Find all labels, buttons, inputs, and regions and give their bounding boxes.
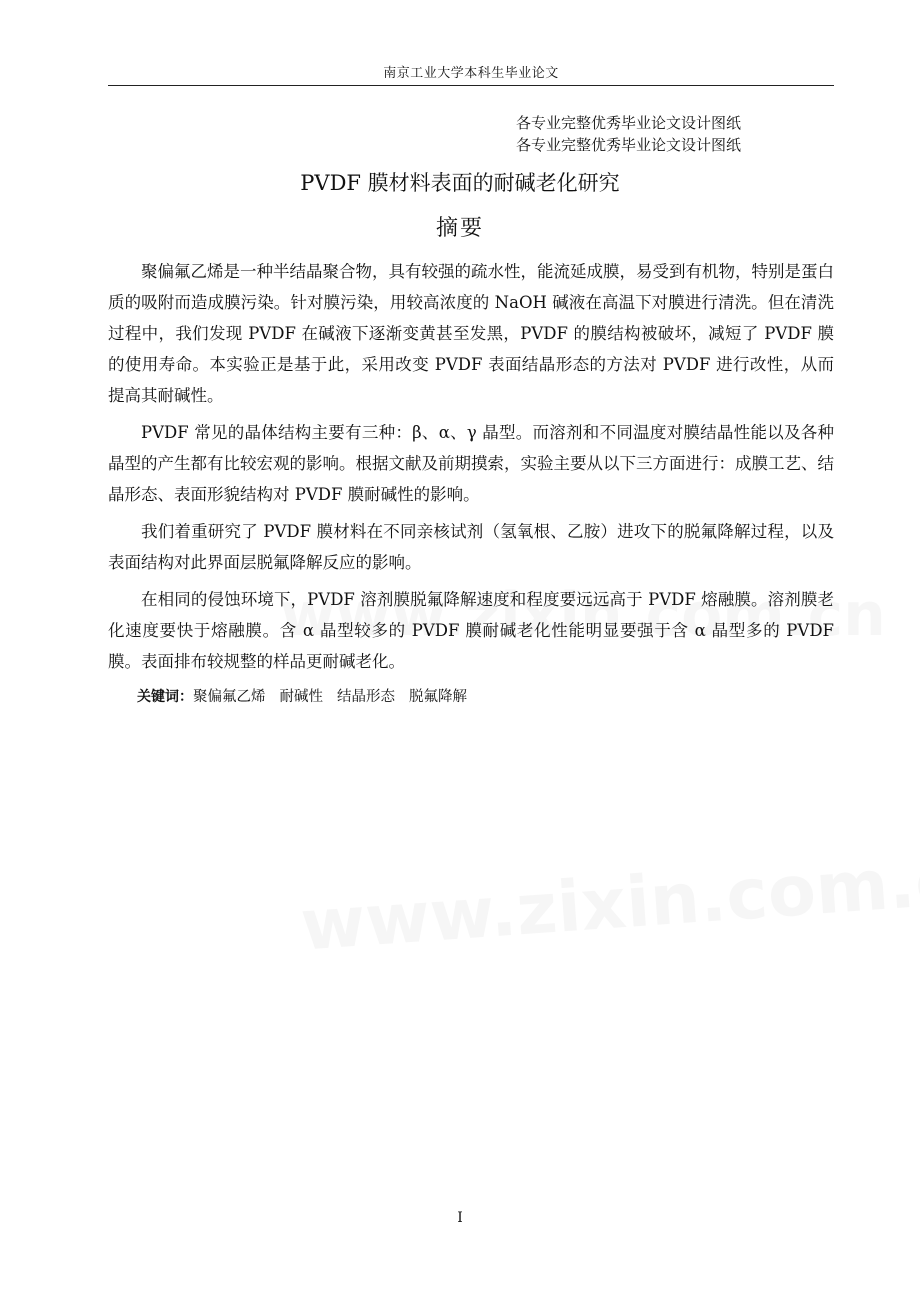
abstract-paragraph: PVDF 常见的晶体结构主要有三种：β、α、γ 晶型。而溶剂和不同温度对膜结晶性能以及各种晶型的产生都有比较宏观的影响。根据文献及前期摸索，实验主要从以下三方面进行：成膜工艺、结晶形态、表面形貌结构对 PVDF 膜耐碱性的影响。 [108,423,834,504]
running-header [108,64,834,86]
keyword-item: 结晶形态 [337,689,395,705]
abstract-body [108,256,834,711]
abstract-heading: 摘要 [435,216,484,241]
keyword-item: 聚偏氟乙烯 [193,689,266,705]
abstract-paragraph: 在相同的侵蚀环境下，PVDF 溶剂膜脱氟降解速度和程度要远远高于 PVDF 熔融膜。溶剂膜老化速度要快于熔融膜。含 α 晶型较多的 PVDF 膜耐碱老化性能明显要强于含 α 晶型多的 PVDF 膜。表面排布较规整的样品更耐碱老化。 [108,590,834,671]
page-number: I [457,1210,463,1226]
abstract-paragraph: 聚偏氟乙烯是一种半结晶聚合物，具有较强的疏水性，能流延成膜，易受到有机物，特别是蛋白质的吸附而造成膜污染。针对膜污染，用较高浓度的 NaOH 碱液在高温下对膜进行清洗。但在清洗过程中，我们发现 PVDF 在碱液下逐渐变黄甚至发黑，PVDF 的膜结构被破坏，减短了 PVDF 膜的使用寿命。本实验正是基于此，采用改变 PVDF 表面结晶形态的方法对 PVDF 进行改性，从而提高其耐碱性。 [108,262,834,405]
top-note-line: 各专业完整优秀毕业论文设计图纸 [516,136,742,154]
abstract-paragraph: 我们着重研究了 PVDF 膜材料在不同亲核试剂（氢氧根、乙胺）进攻下的脱氟降解过程，以及表面结构对此界面层脱氟降解反应的影响。 [108,522,834,572]
keywords-label: 关键词： [137,689,193,705]
top-note-line: 各专业完整优秀毕业论文设计图纸 [516,114,742,132]
keyword-item: 耐碱性 [279,689,323,705]
paper-title: PVDF 膜材料表面的耐碱老化研究 [300,171,620,195]
running-title: 南京工业大学本科生毕业论文 [383,66,559,81]
background-watermark [298,835,920,966]
keyword-item: 脱氟降解 [409,689,467,705]
top-notes [516,112,741,156]
keywords-line [108,683,834,711]
